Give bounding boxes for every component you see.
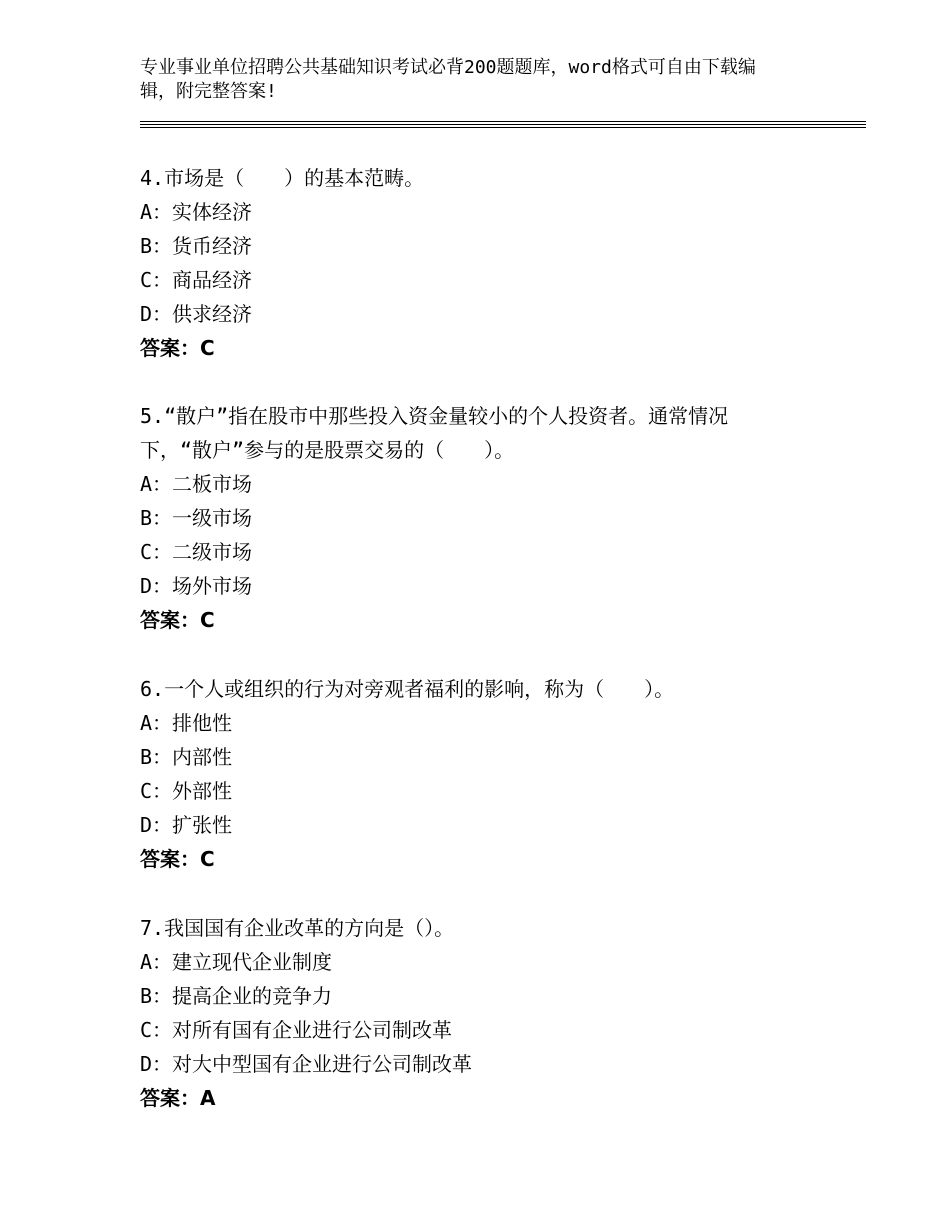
question-block <box>140 911 840 1115</box>
document-header: 专业事业单位招聘公共基础知识考试必背200题题库，word格式可自由下载编辑，附完整答案! <box>140 57 756 102</box>
question-stem: 6.一个人或组织的行为对旁观者福利的影响，称为（ ）。 <box>140 677 675 701</box>
question-stem: 7.我国国有企业改革的方向是（）。 <box>140 916 455 940</box>
option-d: D：扩张性 <box>140 813 233 837</box>
question-block <box>140 672 840 876</box>
question-block <box>140 161 840 365</box>
option-a: A：实体经济 <box>140 200 253 224</box>
option-c: C：对所有国有企业进行公司制改革 <box>140 1018 453 1042</box>
option-b: B：货币经济 <box>140 234 253 258</box>
option-b: B：内部性 <box>140 745 233 769</box>
option-c: C：二级市场 <box>140 540 253 564</box>
option-a: A：建立现代企业制度 <box>140 950 333 974</box>
option-d: D：对大中型国有企业进行公司制改革 <box>140 1052 473 1076</box>
answer-line: 答案：C <box>140 336 215 360</box>
header-divider-line <box>140 124 866 125</box>
answer-line: 答案：C <box>140 847 215 871</box>
question-stem: 5.“散户”指在股市中那些投入资金量较小的个人投资者。通常情况下，“散户”参与的是股票交易的（ ）。 <box>140 404 729 462</box>
question-block <box>140 399 840 637</box>
header-divider-line <box>140 127 866 128</box>
option-a: A：排他性 <box>140 711 233 735</box>
answer-line: 答案：C <box>140 608 215 632</box>
answer-line: 答案：A <box>140 1086 216 1110</box>
option-b: B：提高企业的竞争力 <box>140 984 333 1008</box>
option-c: C：外部性 <box>140 779 233 803</box>
option-a: A：二板市场 <box>140 472 253 496</box>
option-b: B：一级市场 <box>140 506 253 530</box>
option-d: D：场外市场 <box>140 574 253 598</box>
option-c: C：商品经济 <box>140 268 253 292</box>
header-divider-line <box>140 121 866 122</box>
question-stem: 4.市场是（ ）的基本范畴。 <box>140 166 425 190</box>
option-d: D：供求经济 <box>140 302 253 326</box>
